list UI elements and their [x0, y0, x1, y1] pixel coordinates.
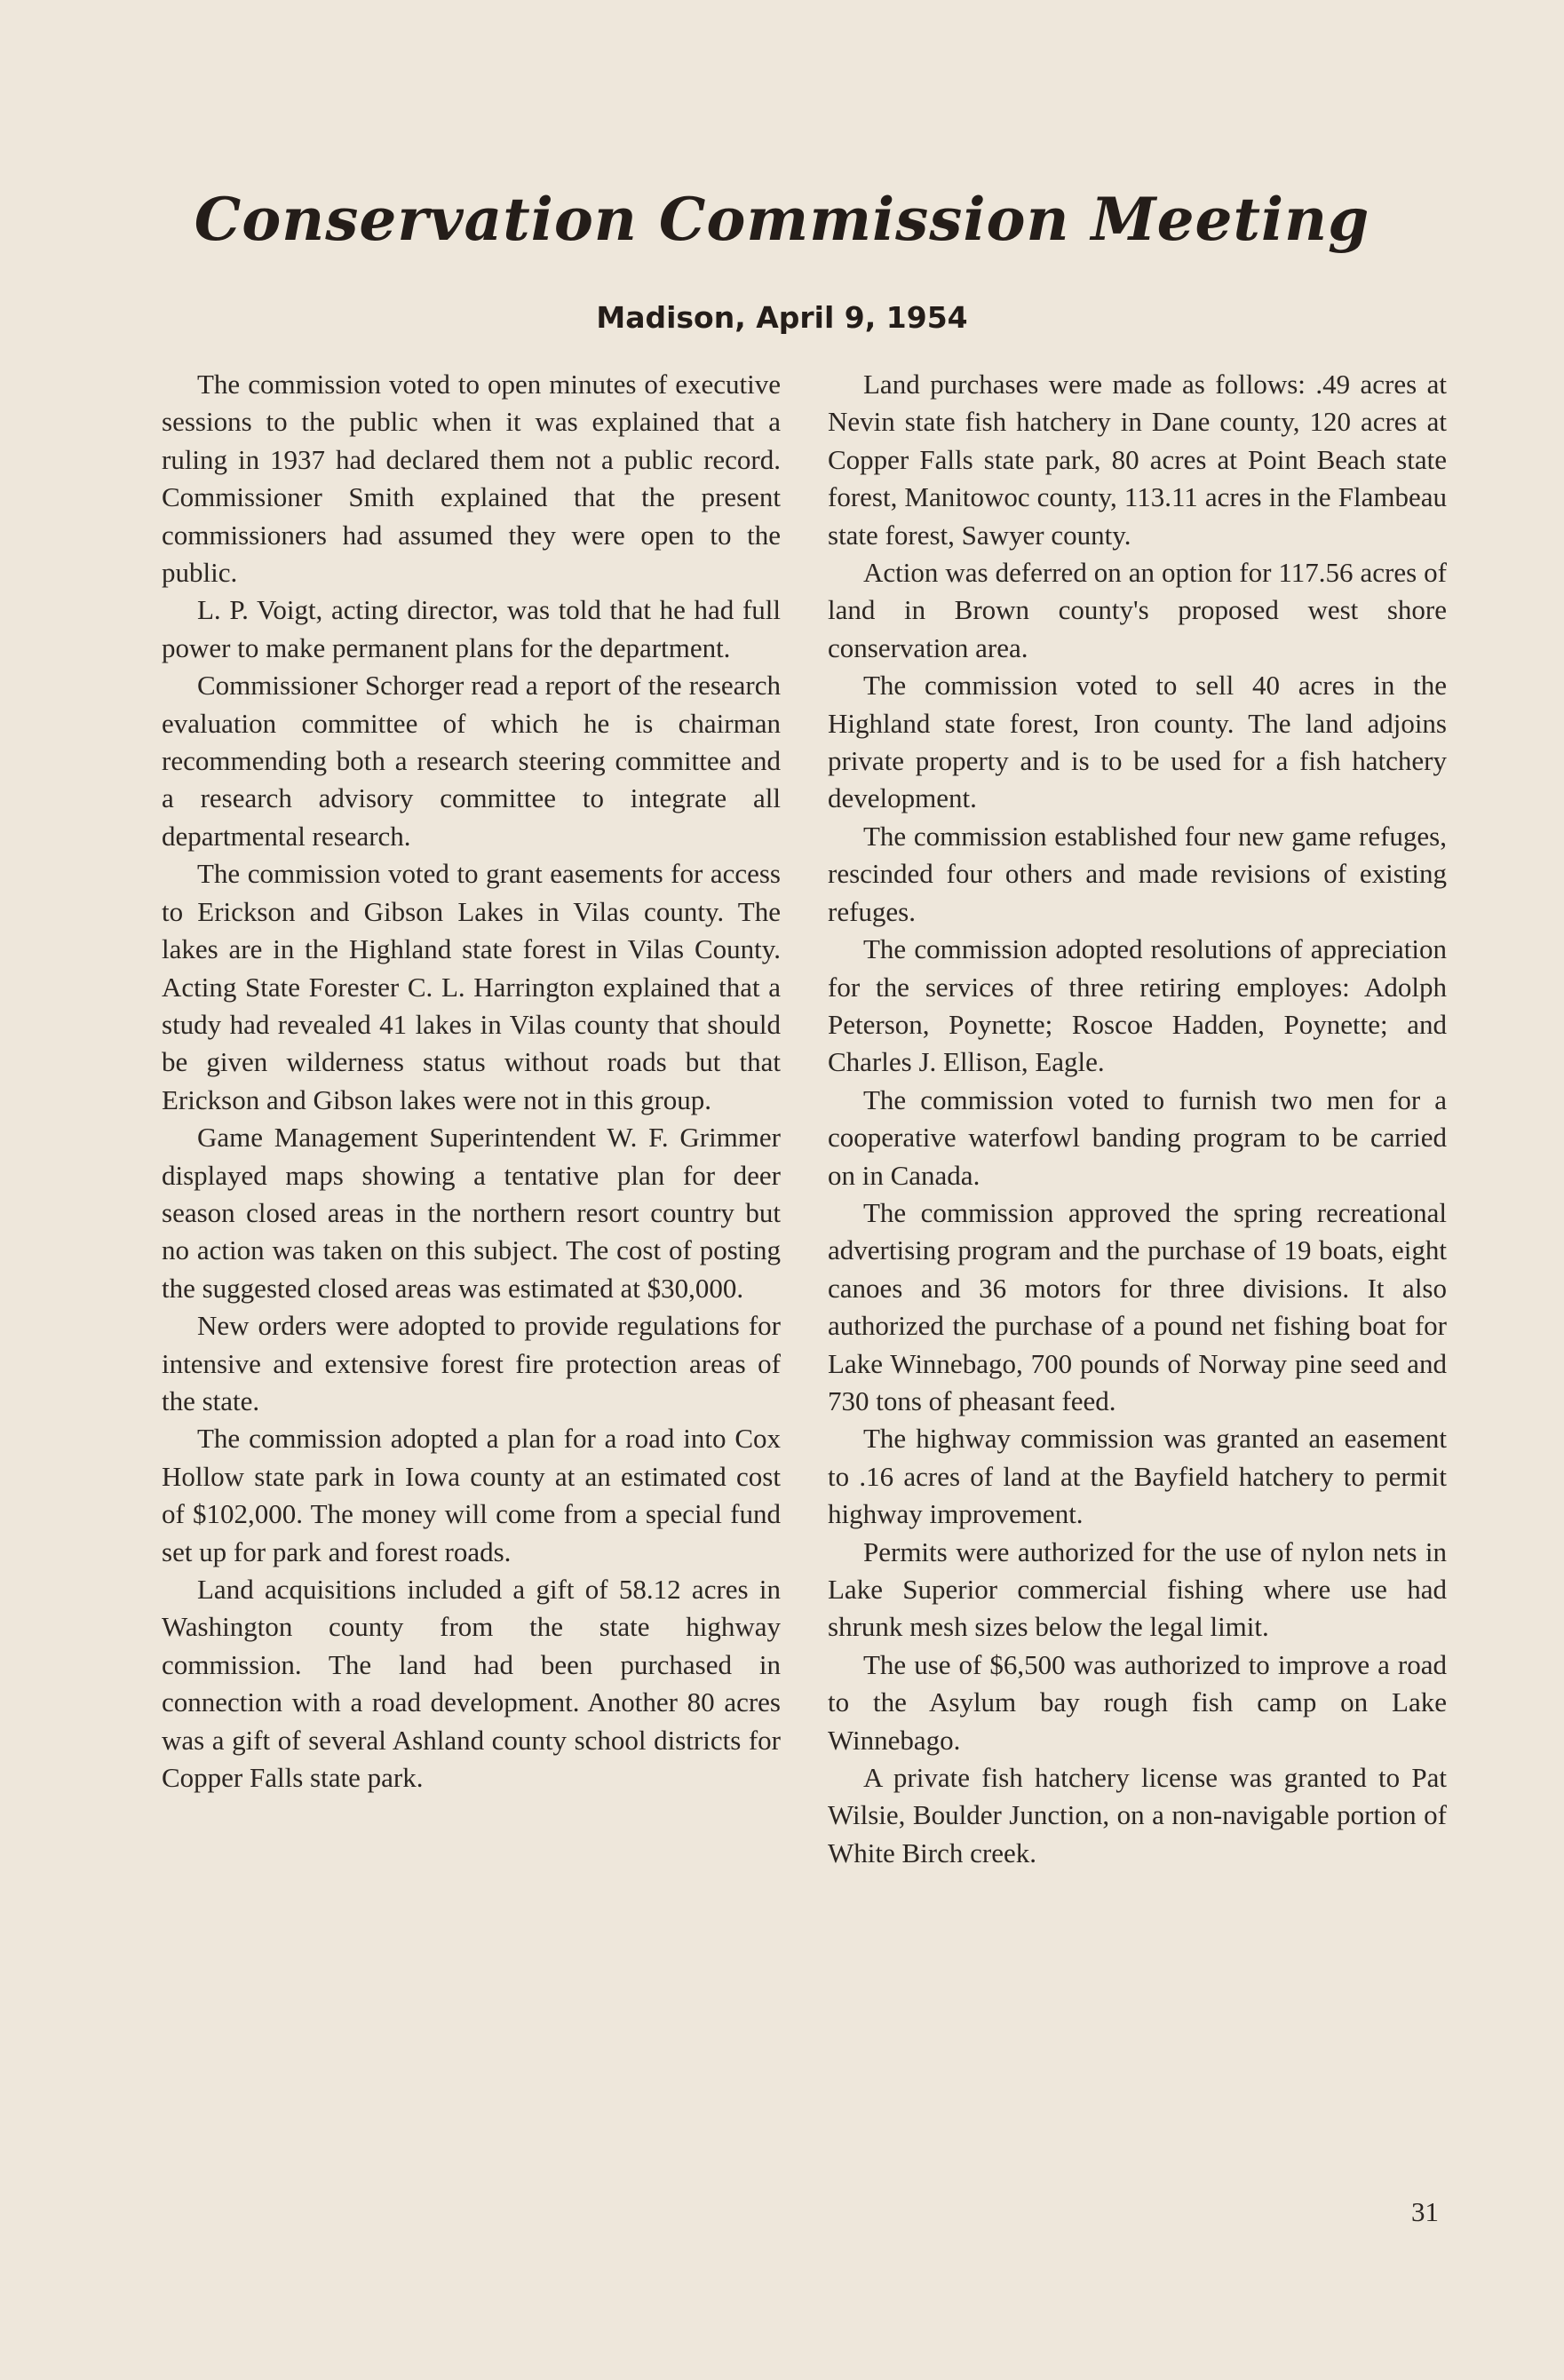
- paragraph: The commission voted to sell 40 acres in the Highland state forest, Iron county. The land adjoins private property and is to be used for a fish hatchery development.: [828, 670, 1447, 814]
- paragraph: The commission adopted a plan for a road into Cox Hollow state park in Iowa county at an estimated cost of $102,000. The money will come from a special fund set up for park and forest roads.: [162, 1423, 781, 1567]
- paragraph: New orders were adopted to provide regulations for intensive and extensive forest fire protection areas of the state.: [162, 1310, 781, 1416]
- article-title: Conservation Commission Meeting: [194, 185, 1370, 254]
- paragraph: The commission voted to open minutes of executive sessions to the public when it was explained that a ruling in 1937 had declared them not a public record. Commissioner Smith explained that the present commissioners had assumed they were open to the public.: [162, 369, 781, 589]
- paragraph: Action was deferred on an option for 117.56 acres of land in Brown county's proposed west shore conservation area.: [828, 557, 1447, 663]
- left-column: [162, 366, 781, 1797]
- paragraph: The commission voted to grant easements for access to Erickson and Gibson Lakes in Vilas county. The lakes are in the Highland state forest in Vilas County. Acting State Forester C. L. Harrington explained that a study had revealed 41 lakes in Vilas county that should be given wilderness status without roads but that Erickson and Gibson lakes were not in this group.: [162, 858, 781, 1115]
- paragraph: The commission voted to furnish two men for a cooperative waterfowl banding program to be carried on in Canada.: [828, 1083, 1447, 1191]
- paragraph: The commission adopted resolutions of appreciation for the services of three retiring employes: Adolph Peterson, Poynette; Roscoe Hadden, Poynette; and Charles J. Ellison, Eagle.: [828, 933, 1447, 1078]
- paragraph: Permits were authorized for the use of nylon nets in Lake Superior commercial fishing where use had shrunk mesh sizes below the legal limit.: [828, 1535, 1447, 1643]
- paragraph: The highway commission was granted an easement to .16 acres of land at the Bayfield hatchery to permit highway improvement.: [828, 1423, 1447, 1530]
- paragraph: The commission established four new game refuges, rescinded four others and made revisions of existing refuges.: [828, 820, 1447, 927]
- paragraph: The use of $6,500 was authorized to improve a road to the Asylum bay rough fish camp on Lake Winnebago.: [828, 1648, 1447, 1756]
- dateline: Madison, April 9, 1954: [596, 300, 968, 335]
- page-number: 31: [1411, 2196, 1439, 2227]
- paragraph: Commissioner Schorger read a report of the research evaluation committee of which he is chairman recommending both a research steering committee and a research advisory committee to integrate all departmental research.: [162, 670, 781, 852]
- paragraph: The commission approved the spring recreational advertising program and the purchase of 19 boats, eight canoes and 36 motors for three divisions. It also authorized the purchase of a pound net fishing boat for Lake Winnebago, 700 pounds of Norway pine seed and 730 tons of pheasant feed.: [828, 1196, 1447, 1416]
- paragraph: Game Management Superintendent W. F. Grimmer displayed maps showing a tentative plan for deer season closed areas in the northern resort country but no action was taken on this subject. The cost of posting the suggested closed areas was estimated at $30,000.: [162, 1122, 781, 1304]
- paragraph: Land purchases were made as follows: .49 acres at Nevin state fish hatchery in Dane county, 120 acres at Copper Falls state park, 80 acres at Point Beach state forest, Manitowoc county, 113.11 acres in the Flambeau state forest, Sawyer county.: [828, 369, 1447, 551]
- paragraph: Land acquisitions included a gift of 58.12 acres in Washington county from the state highway commission. The land had been purchased in connection with a road development. Another 80 acres was a gift of several Ashland county school districts for Copper Falls state park.: [162, 1574, 781, 1794]
- paragraph: A private fish hatchery license was granted to Pat Wilsie, Boulder Junction, on a non-navigable portion of White Birch creek.: [828, 1762, 1447, 1868]
- paragraph: L. P. Voigt, acting director, was told that he had full power to make permanent plans for the department.: [162, 594, 781, 663]
- right-column: [828, 366, 1447, 1872]
